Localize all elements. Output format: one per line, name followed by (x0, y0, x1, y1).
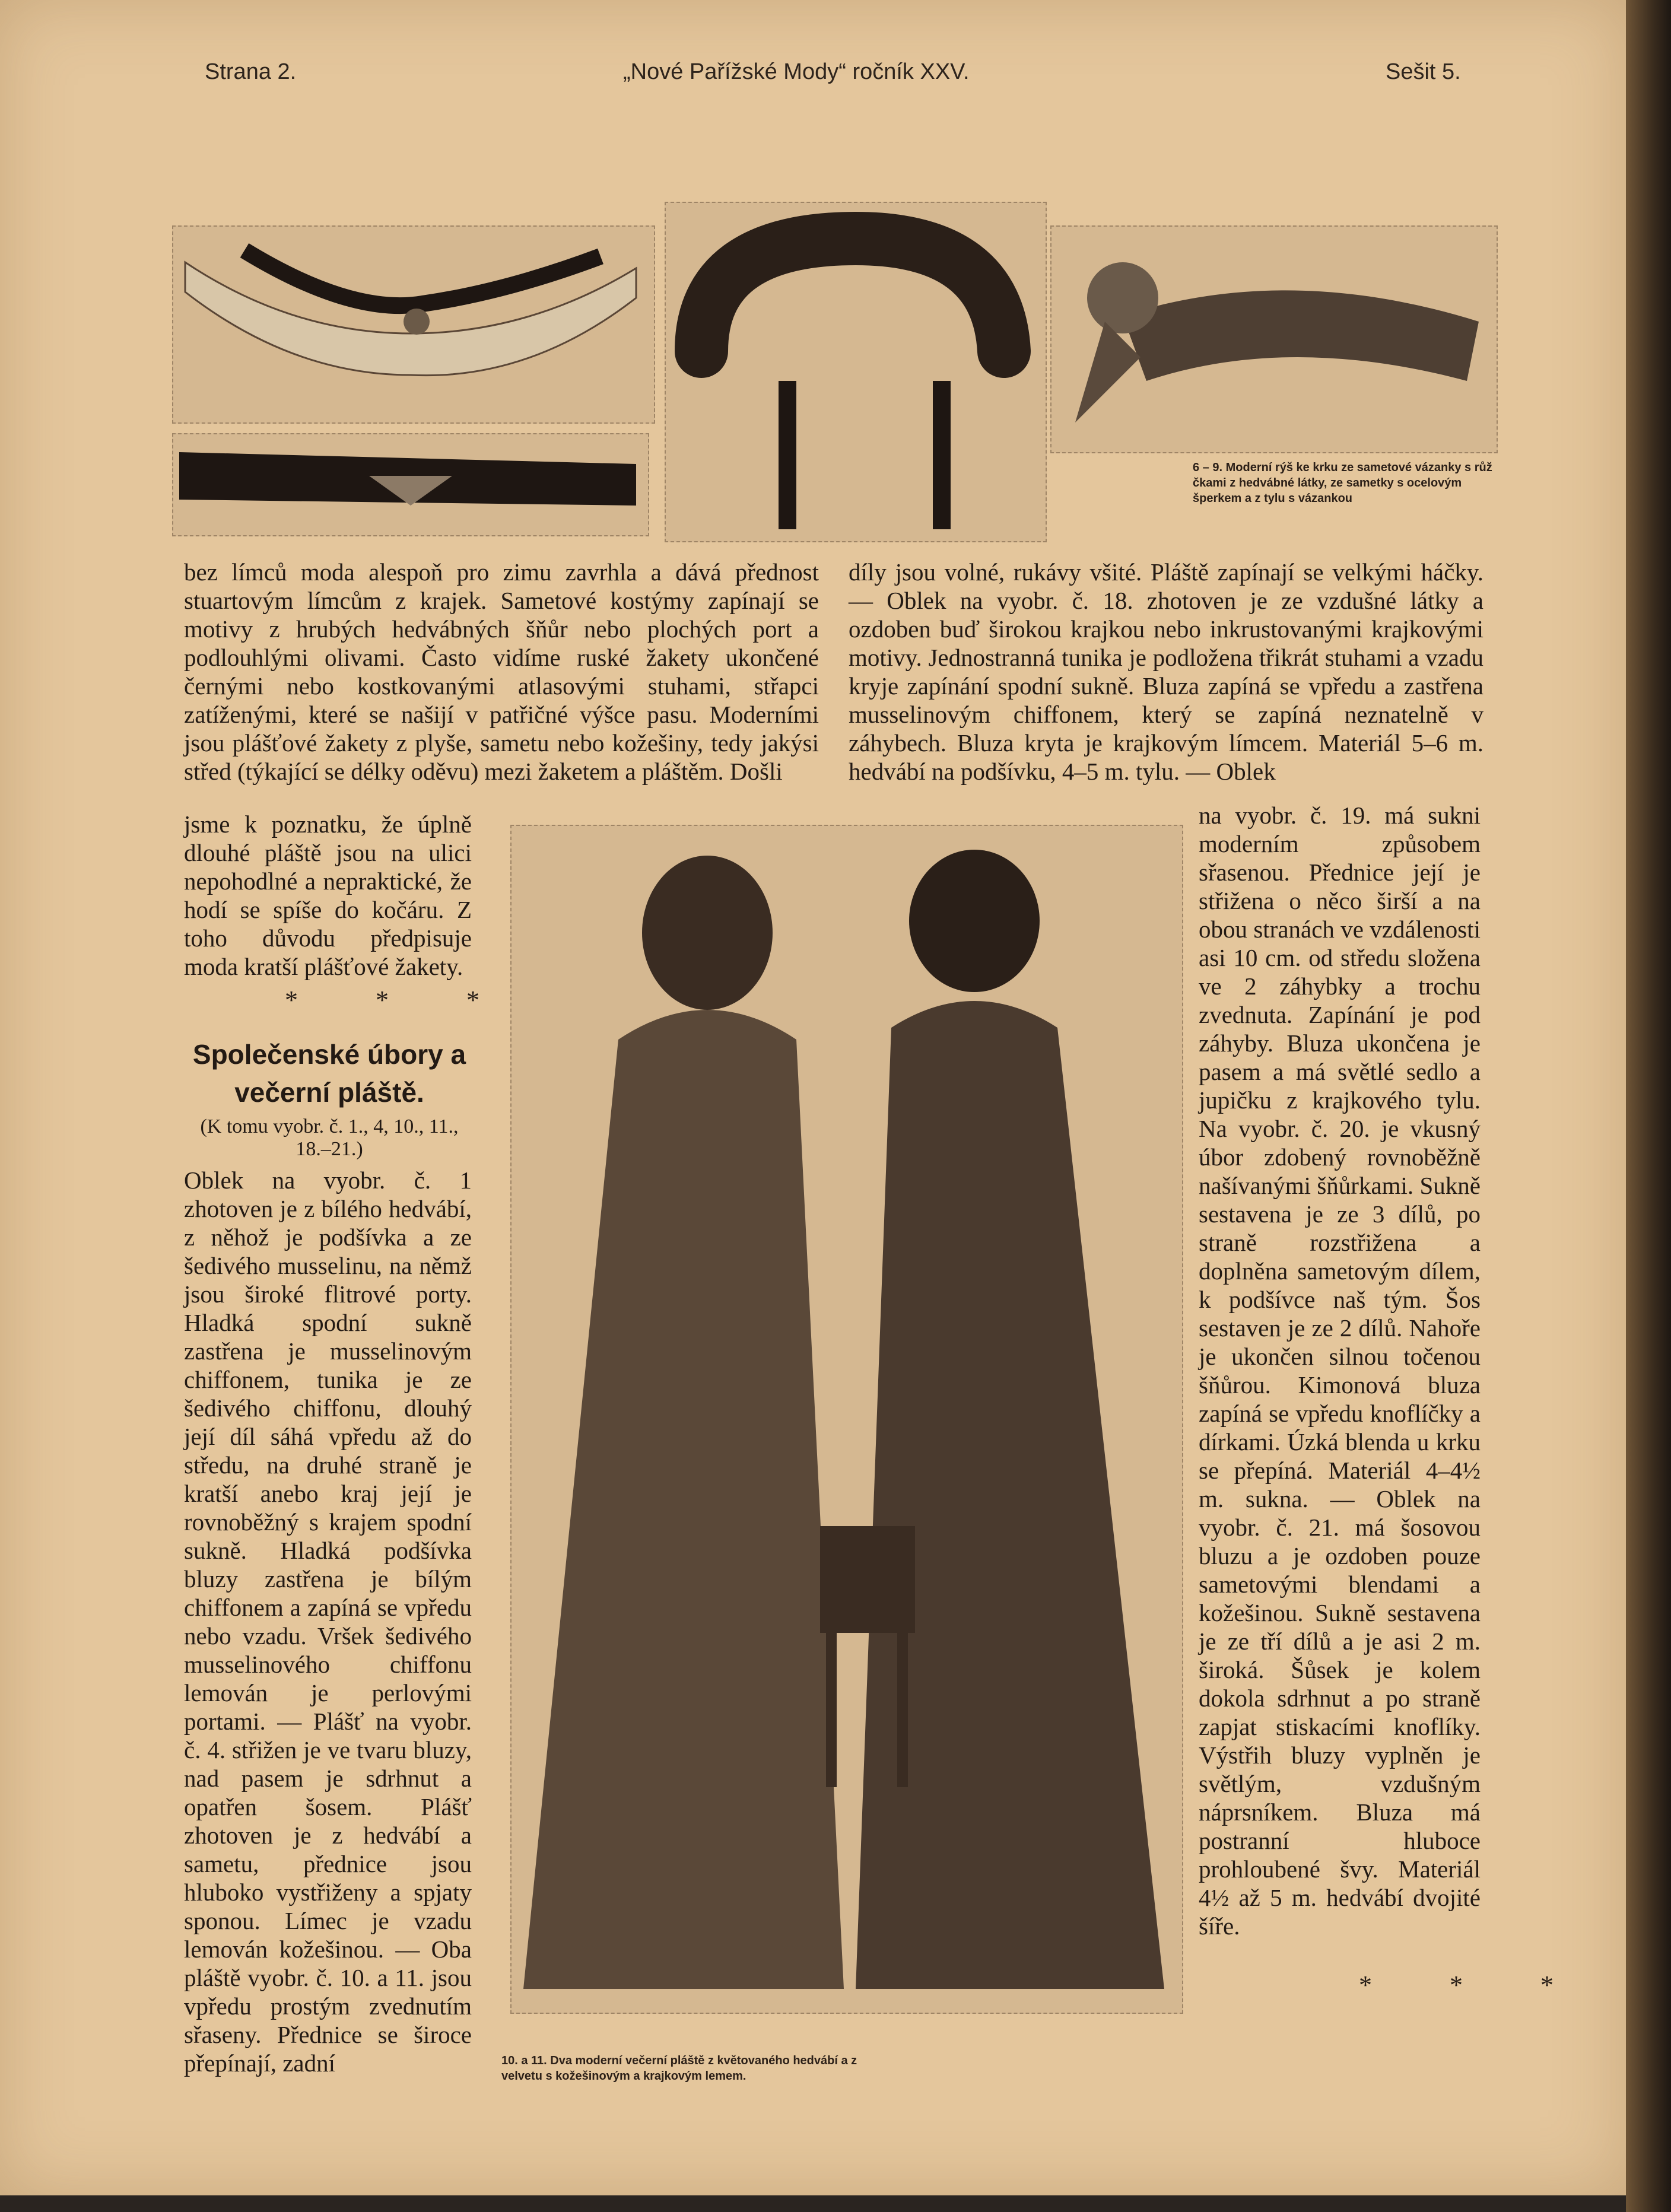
velvet-choker-drawing (173, 434, 646, 533)
section-separator: * * * (285, 986, 515, 1015)
running-title: „Nové Pařížské Mody“ ročník XXV. (623, 59, 970, 84)
velvet-choker-illustration (172, 433, 649, 536)
tulle-ruff-illustration (665, 202, 1047, 542)
gowns-caption: 10. a 11. Dva moderní večerní pláště z květovaného hedvábí a z velvetu s kožešinovým a krajkovým lemem. (501, 2054, 857, 2083)
tulle-ruff-drawing (666, 203, 1043, 539)
ribbon-ruff-illustration (1050, 225, 1498, 453)
left-column-middle (184, 810, 472, 981)
end-separator: * * * (1359, 1971, 1589, 2000)
paragraph: Oblek na vyobr. č. 1 zhotoven je z bílého hedvábí, z něhož je podšívka a ze šedivého musselinu, na němž jsou široké flitrové porty. Hladká spodní sukně zastřena je musselinovým chiffonem, tunika je ze šedivého chiffonu, dlouhý její díl sáhá vpředu až do středu, na druhé straně je kratší anebo kraj její je rovnoběžný s krajem spodní sukně. Hladká podšívka bluzy zastřena je bílým chiffonem a zapíná se vpředu nebo vzadu. Vršek šedivého musselinového chiffonu lemován je perlovými portami. — Plášť na vyobr. č. 4. střižen je ve tvaru bluzy, nad pasem je sdrhnut a opatřen šosem. Plášť zhotoven je z hedvábí a sametu, přednice jsou hluboko vystřiženy a spjaty sponou. Límec je vzadu lemován kožešinou. — Oba pláště vyobr. č. 10. a 11. jsou vpředu prostým zvednutím sřaseny. Přednice se široce přepínají, zadní (184, 1167, 472, 2077)
section-subheading: (K tomu vyobr. č. 1., 4, 10., 11., 18.–21.) (200, 1115, 459, 1160)
right-column-bottom (1199, 801, 1481, 1940)
left-column-top (184, 558, 819, 786)
paragraph: díly jsou volné, rukávy všité. Pláště zapínají se velkými háčky. — Oblek na vyobr. č. 18. zhotoven je ze vzdušné látky a ozdoben buď širokou krajkou nebo inkrustovanými krajkovými motivy. Jednostranná tunika je podložena třikrát stuhami a vzadu kryje zapínání spodní sukně. Bluza zapíná se vpředu a zastřena musselinovým chiffonem, který se zapíná neznatelně v záhybech. Bluza kryta je krajkovým límcem. Materiál 5–6 m. hedvábí na podšívku, 4–5 m. tylu. — Oblek (849, 558, 1483, 785)
issue-number: Sešit 5. (1386, 59, 1461, 84)
paragraph: bez límců moda alespoň pro zimu zavrhla a dává přednost stuartovým límcům z krajek. Sametové kostýmy zapínají se motivy z hrubých hedvábných šňůr nebo plochých port a podlouhlými olivami. Často vidíme ruské žakety ukončené černými nebo kostkovanými atlasovými stuhami, střapci zatíženými, které se našijí v patřičné výšce pasu. Moderními jsou plášťové žakety z plyše, sametu nebo kožešiny, tedy jakýsi střed (týkající se délky oděvu) mezi žaketem a pláštěm. Došli (184, 558, 819, 785)
section-heading (184, 1035, 475, 1111)
paragraph: jsme k poznatku, že úplně dlouhé pláště jsou na ulici nepohodlné a nepraktické, že hodí se spíše do kočáru. Z toho důvodu předpisuje moda kratší plášťové žakety. (184, 811, 472, 980)
heading-line-2: večerní pláště. (234, 1077, 424, 1108)
evening-gowns-drawing (512, 826, 1180, 2010)
accessories-caption: 6 – 9. Moderní rýš ke krku ze sametové vázanky s růž čkami z hedvábné látky, ze sametky s ocelovým šperkem a z tylu s vázankou (1193, 461, 1492, 505)
evening-gowns-illustration (510, 825, 1183, 2014)
book-spine (1626, 0, 1671, 2212)
right-column-top (849, 558, 1483, 786)
ribbon-ruff-drawing (1051, 227, 1494, 450)
lace-collar-illustration (172, 225, 655, 424)
page-number: Strana 2. (205, 59, 297, 84)
heading-line-1: Společenské úbory a (192, 1039, 466, 1070)
left-column-bottom (184, 1166, 472, 2077)
lace-collar-drawing (173, 227, 652, 420)
paragraph: na vyobr. č. 19. má sukni moderním způsobem sřasenou. Přednice její je střižena o něco širší a na obou stranách ve vzdálenosti asi 10 cm. od středu složena ve 2 záhybky a trochu zvednuta. Zapínání je pod záhyby. Bluza ukončena je pasem a má světlé sedlo a jupičku z krajkového tylu. Na vyobr. č. 20. je vkusný úbor zdobený rovnoběžně našívanými šňůrkami. Sukně sestavena je ze 3 dílů, po straně rozstřižena a doplněna sametovým dílem, k podšívce naš tým. Šos sestaven je ze 2 dílů. Nahoře je ukončen silnou točenou šňůrou. Kimonová bluza zapíná se vpředu knoflíčky a dírkami. Úzká blenda u krku se přepíná. Materiál 4–4½ m. sukna. — Oblek na vyobr. č. 21. má šosovou bluzu a je ozdoben pouze sametovými blendami a kožešinou. Sukně sestavena je ze tří dílů a je asi 2 m. široká. Šůsek je kolem dokola sdrhnut a po straně zapjat stiskacími knoflíky. Výstřih bluzy vyplněn je světlým, vzdušným náprsníkem. Bluza má postranní hluboce prohloubené švy. Materiál 4½ až 5 m. hedvábí dvojité šíře. (1199, 802, 1481, 1940)
